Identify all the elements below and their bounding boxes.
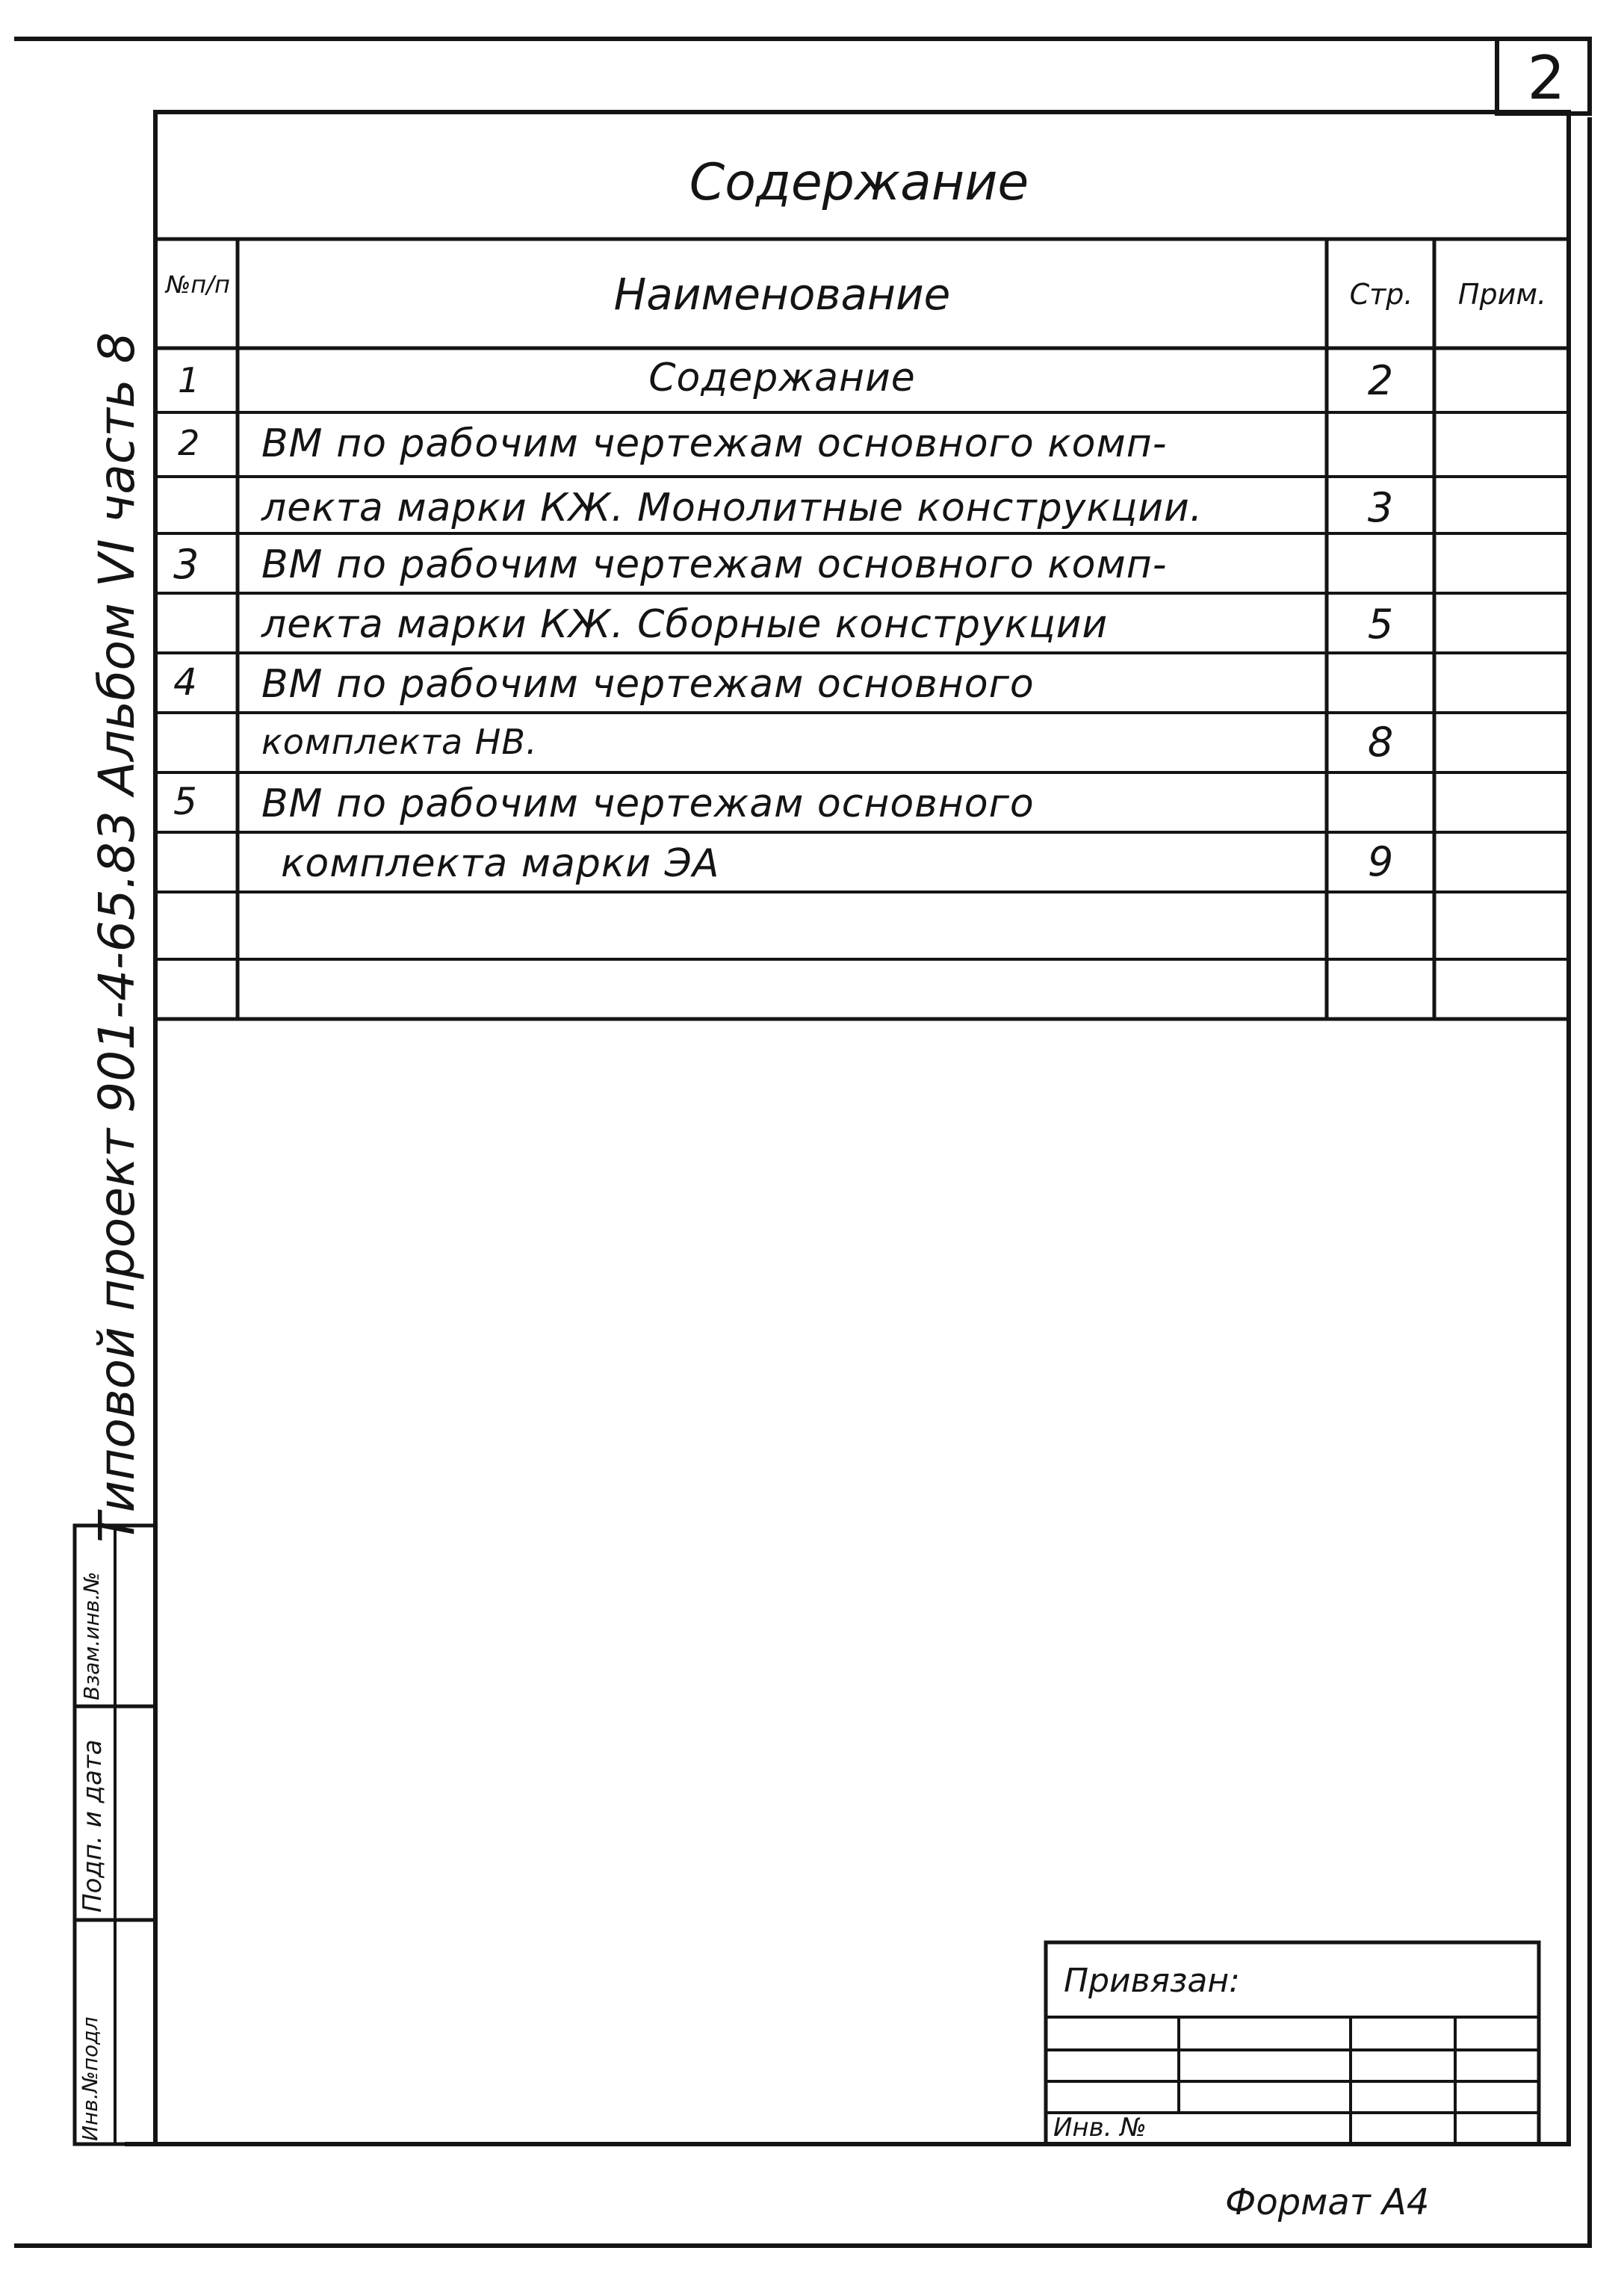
header-note: Прим. <box>1457 278 1547 311</box>
row-8-num: 5 <box>173 780 197 823</box>
row-7-text: комплекта НВ. <box>261 722 538 762</box>
row-9-text: комплекта марки ЭА <box>281 841 720 886</box>
stamp-podp-data: Подп. и дата <box>78 1739 108 1912</box>
row-1-text: Содержание <box>648 356 916 400</box>
binding-inv-label: Инв. № <box>1053 2113 1147 2143</box>
binding-label: Привязан: <box>1064 1962 1240 2000</box>
page-title: Содержание <box>689 153 1029 212</box>
row-2-num: 2 <box>178 423 200 463</box>
header-page: Стр. <box>1349 278 1413 311</box>
row-9-page: 9 <box>1367 838 1394 885</box>
stamp-inv-podl: Инв.№подл <box>78 2016 102 2141</box>
row-3-page: 3 <box>1367 484 1394 531</box>
row-1-page: 2 <box>1367 357 1394 404</box>
header-name: Наименование <box>613 269 951 320</box>
row-7-page: 8 <box>1367 719 1394 766</box>
row-5-text: лекта марки КЖ. Сборные конструкции <box>261 602 1109 647</box>
side-project-label: Типовой проект 901-4-65.83 Альбом VI часть 8 <box>88 332 146 1543</box>
row-2-text: ВМ по рабочим чертежам основного комп- <box>261 421 1168 466</box>
row-4-text: ВМ по рабочим чертежам основного комп- <box>261 542 1168 587</box>
row-4-num: 3 <box>173 541 199 588</box>
row-6-text: ВМ по рабочим чертежам основного <box>261 662 1035 707</box>
format-label: Формат А4 <box>1225 2181 1430 2223</box>
header-num: №п/п <box>166 270 230 299</box>
row-1-num: 1 <box>178 360 200 400</box>
row-8-text: ВМ по рабочим чертежам основного <box>261 781 1035 826</box>
row-5-page: 5 <box>1367 601 1394 648</box>
sheet-number: 2 <box>1527 43 1566 113</box>
stamp-vzam-inv: Взам.инв.№ <box>79 1571 104 1700</box>
row-3-text: лекта марки КЖ. Монолитные конструкции. <box>261 486 1203 530</box>
row-6-num: 4 <box>173 660 197 704</box>
